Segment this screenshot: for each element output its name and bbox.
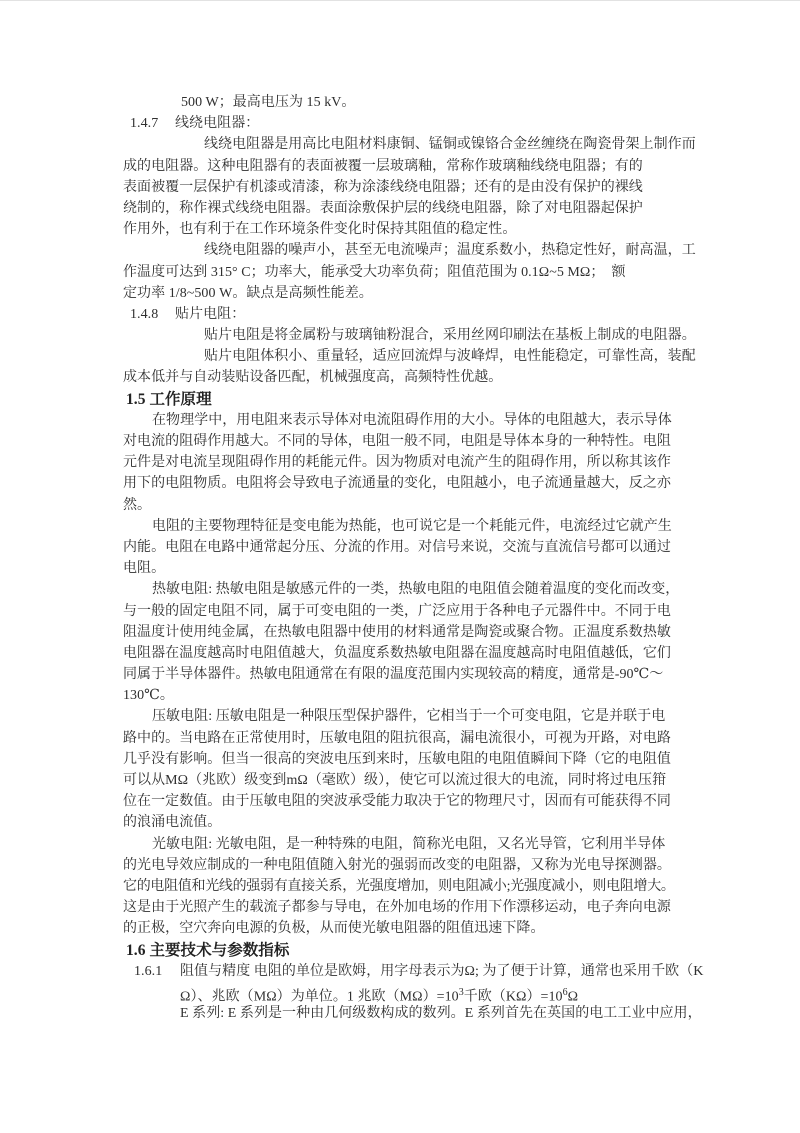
text-run: 内能。电阻在电路中通常起分压、分流的作用。对信号来说，交流与直流信号都可以通过 [123,539,671,555]
text-line [123,601,686,622]
text-line [123,1003,702,1024]
superscript: 3 [458,986,464,998]
text-run: 的光电导效应制成的一种电阻值随入射光的强弱而改变的电阻器，又称为光电导探测器。 [123,857,671,873]
text-line [123,389,686,410]
text-line [123,961,704,982]
text-line [123,834,686,855]
text-line [123,452,686,473]
text-run: 表面被覆一层保护有机漆或清漆，称为涂漆线绕电阻器；还有的是由没有保护的裸线 [123,179,643,195]
text-run: 电阻的主要物理特征是变电能为热能，也可说它是一个耗能元件，电流经过它就产生 [152,518,672,534]
text-line [123,410,686,431]
text-run: 同属于半导体器件。热敏电阻通常在有限的温度范围内实现较高的精度，通常是-90℃～ [123,667,664,683]
text-line [123,918,686,939]
text-run: 位在一定数值。由于压敏电阻的突波承受能力取决于它的物理尺寸，因而有可能获得不同 [123,794,671,810]
text-line [123,897,686,918]
text-line [123,431,686,452]
text-run: 贴片电阻体积小、重量轻，适应回流焊与波峰焊，电性能稳定，可靠性高，装配 [204,349,696,365]
text-run: 的浪涌电流值。 [123,815,222,831]
text-line [123,495,686,516]
text-run: 线绕电阻器是用高比电阻材料康铜、锰铜或镍铬合金丝缠绕在陶瓷骨架上制作而 [204,137,696,153]
text-line [123,643,686,664]
text-line [123,346,696,367]
text-run: E 系列: E 系列是一种由几何级数构成的数列。E 系列首先在英国的电工工业中应用， [180,1006,702,1022]
text-run: 作温度可达到 315° C；功率大，能承受大功率负荷；阻值范围为 0.1Ω~5 MΩ； 额 [123,264,626,280]
text-run: 用下的电阻物质。电阻将会导致电子流通量的变化，电阻越小，电子流通量越大，反之亦 [123,476,671,492]
text-run: 然。 [123,497,152,513]
text-run: 贴片电阻是将金属粉与玻璃铀粉混合，采用丝网印刷法在基板上制成的电阻器。 [204,328,696,344]
text-line [123,367,686,388]
text-run: 阻值与精度 电阻的单位是欧姆，用字母表示为Ω; 为了便于计算，通常也采用千欧（K [180,963,704,979]
text-line [123,113,686,134]
text-run: 贴片电阻： [175,306,246,322]
text-run: 定功率 1/8~500 W。缺点是高频性能差。 [123,285,373,301]
section-number: 1.4.7 [130,116,159,132]
section-number: 1.4.8 [130,306,159,322]
text-line [123,92,686,113]
text-run: 热敏电阻: 热敏电阻是敏感元件的一类，热敏电阻的电阻值会随着温度的变化而改变， [152,582,680,598]
text-run: 路中的。当电路在正常使用时，压敏电阻的阻抗很高，漏电流很小，可视为开路，对电路 [123,730,671,746]
text-run: 光敏电阻: 光敏电阻，是一种特殊的电阻，简称光电阻，又名光导管，它利用半导体 [152,836,666,852]
text-line [123,812,686,833]
text-line [123,473,686,494]
text-line [123,685,686,706]
text-run: 它的电阻值和光线的强弱有直接关系，光强度增加，则电阻减小;光强度减小，则电阻增大。 [123,878,675,894]
document-body [123,92,704,1024]
text-run: 绕制的，称作裸式线绕电阻器。表面涂敷保护层的线绕电阻器，除了对电阻器起保护 [123,200,643,216]
text-run: 在物理学中，用电阻来表示导体对电流阻碍作用的大小。导体的电阻越大，表示导体 [152,412,672,428]
text-run: 千欧（KΩ）=10 [463,989,563,1005]
text-run: 500 W；最高电压为 15 kV。 [181,95,356,110]
text-run: Ω [567,989,579,1005]
text-line [123,177,686,198]
text-line [123,262,686,283]
text-run: 1.5 工作原理 [126,390,212,408]
text-run: 电阻器在温度越高时电阻值越大，负温度系数热敏电阻器在温度越高时电阻值越低，它们 [123,645,671,661]
text-run: 成的电阻器。这种电阻器有的表面被覆一层玻璃釉，常称作玻璃釉线绕电阻器；有的 [123,158,643,174]
text-run: 压敏电阻: 压敏电阻是一种限压型保护器件，它相当于一个可变电阻，它是并联于电 [152,709,666,725]
text-run: 阻温度计使用纯金属，在热敏电阻器中使用的材料通常是陶瓷或聚合物。正温度系数热敏 [123,624,671,640]
text-run: Ω）、兆欧（MΩ）为单位。1 兆欧（MΩ）=10 [180,989,459,1005]
text-run: 线绕电阻器的噪声小，甚至无电流噪声；温度系数小，热稳定性好，耐高温，工 [204,243,696,259]
text-line [123,940,686,961]
text-run: 对电流的阻碍作用越大。不同的导体，电阻一般不同，电阻是导体本身的一种特性。电阻 [123,434,671,449]
text-line [123,537,686,558]
section-number: 1.6.1 [134,963,163,979]
text-run: 的正极，空穴奔向电源的负极，从而使光敏电阻器的阻值迅速下降。 [123,921,545,937]
text-run: 这是由于光照产生的载流子都参与导电，在外加电场的作用下作漂移运动，电子奔向电源 [123,900,671,916]
text-line [123,219,686,240]
text-line [123,134,696,155]
text-line [123,240,696,261]
text-line [123,198,686,219]
text-line [123,325,696,346]
window-top-edge [0,0,800,1]
text-line [123,728,686,749]
text-run: 成本低并与自动装贴设备匹配，机械强度高，高频特性优越。 [123,370,503,386]
text-run: 130℃。 [123,688,174,704]
text-line [123,156,686,177]
text-line [123,791,686,812]
text-run: 作用外，也有利于在工作环境条件变化时保持其阻值的稳定性。 [123,222,517,238]
text-line [123,749,686,770]
text-line [123,579,686,600]
text-line [123,982,686,1003]
text-run: 与一般的固定电阻不同，属于可变电阻的一类，广泛应用于各种电子元器件中。不同于电 [123,603,671,619]
text-line [123,622,686,643]
text-run: 1.6 主要技术与参数指标 [126,941,290,959]
text-line [123,770,686,791]
text-run: 线绕电阻器： [175,116,260,132]
text-line [123,558,686,579]
text-line [123,664,686,685]
text-line [123,876,686,897]
text-run: 几乎没有影响。但当一很高的突波电压到来时，压敏电阻的电阻值瞬间下降（它的电阻值 [123,751,671,767]
text-line [123,283,686,304]
text-line [123,304,686,325]
superscript: 6 [562,986,568,998]
text-line [123,706,686,727]
text-run: 可以从MΩ（兆欧）级变到mΩ（毫欧）级），使它可以流过很大的电流，同时将过电压箝 [123,773,667,788]
text-line [123,516,686,537]
text-line [123,855,686,876]
text-run: 电阻。 [123,561,166,577]
text-run: 元件是对电流呈现阻碍作用的耗能元件。因为物质对电流产生的阻碍作用，所以称其该作 [123,455,671,471]
